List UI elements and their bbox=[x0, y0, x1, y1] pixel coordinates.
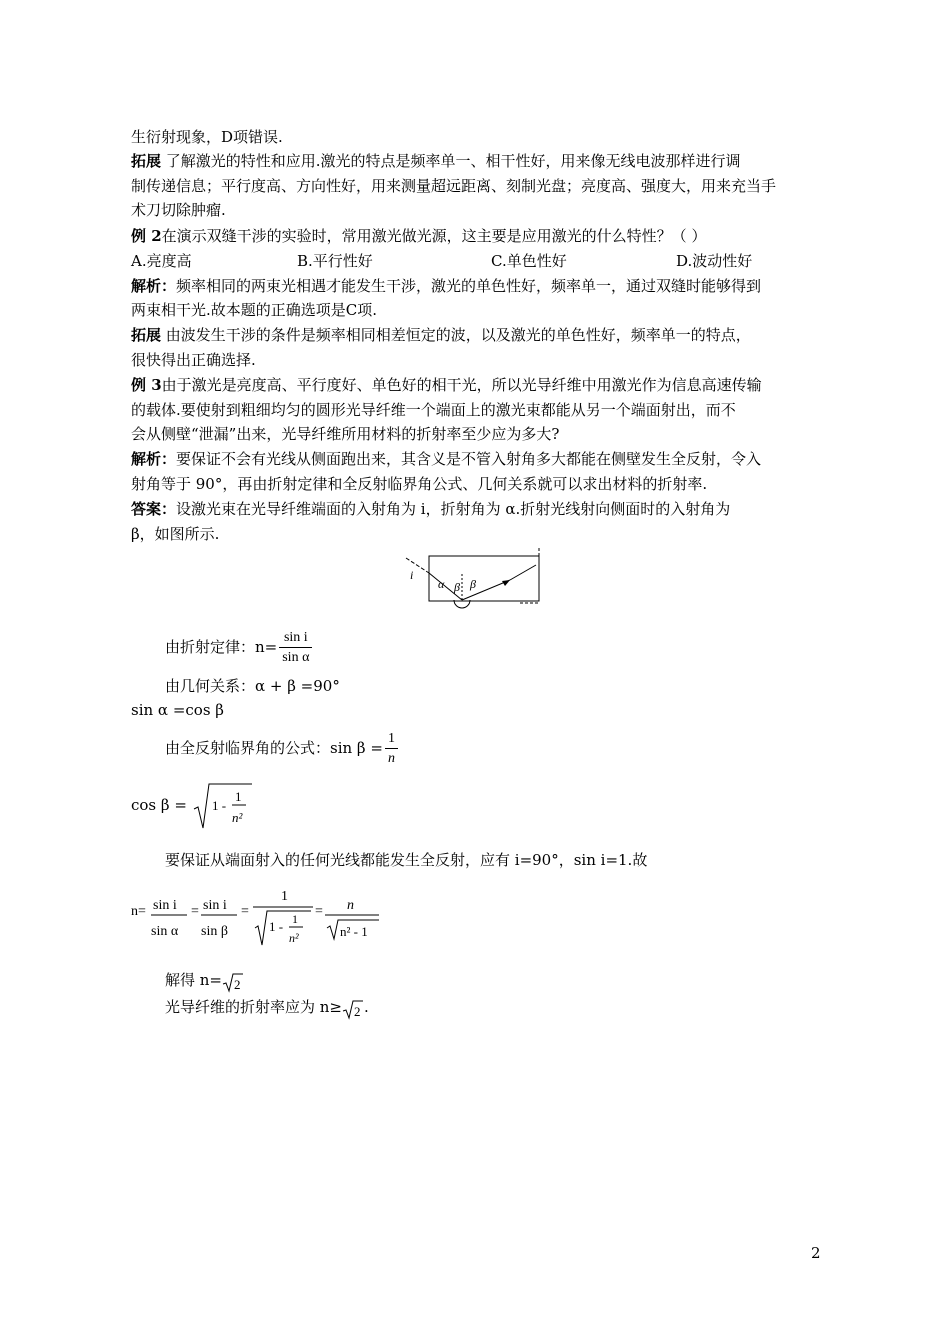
text: 要保证从端面射入的任何光线都能发生全反射，应有 i=90°，sin i=1.故 bbox=[165, 851, 648, 869]
text: 很快得出正确选择. bbox=[131, 351, 256, 369]
text: 了解激光的特性和应用.激光的特点是频率单一、相干性好，用来像无线电波那样进行调 bbox=[161, 152, 741, 170]
n-equals: n= bbox=[131, 904, 146, 919]
text: 会从侧壁“泄漏”出来，光导纤维所用材料的折射率至少应为多大? bbox=[131, 425, 560, 443]
sqrt-2 bbox=[342, 996, 364, 1020]
option-d: D.波动性好 bbox=[676, 252, 753, 270]
text: 由于激光是亮度高、平行度好、单色好的相干光，所以光导纤维中用激光作为信息高速传输 bbox=[161, 376, 762, 394]
text: 在演示双缝干涉的实验时，常用激光做光源，这主要是应用激光的什么特性？（ ） bbox=[161, 227, 707, 245]
option-c: C.单色性好 bbox=[491, 252, 567, 270]
answer-label: 答案： bbox=[131, 500, 177, 518]
option-b: B.平行性好 bbox=[297, 252, 373, 270]
denominator: sin α bbox=[151, 924, 179, 939]
numerator: sin i bbox=[153, 898, 177, 913]
denominator: sin α bbox=[282, 649, 310, 665]
extension-label: 拓展 bbox=[131, 326, 162, 344]
text-line bbox=[131, 398, 736, 422]
critical-angle-formula bbox=[165, 725, 400, 771]
refractive-index-derivation bbox=[131, 882, 391, 948]
denominator: n bbox=[387, 750, 395, 766]
extension-paragraph-2 bbox=[131, 323, 751, 347]
solution-line bbox=[165, 968, 244, 993]
numerator: sin i bbox=[203, 898, 227, 913]
radical-sign bbox=[192, 781, 254, 831]
fraction bbox=[279, 629, 312, 668]
one-minus: 1 - bbox=[211, 798, 226, 814]
cos-beta-formula bbox=[131, 780, 254, 831]
text: 制传递信息；平行度高、方向性好，用来测量超远距离、刻制光盘；亮度高、强度大，用来充当手 bbox=[131, 177, 777, 195]
equals: = bbox=[315, 904, 323, 919]
conclusion-line bbox=[165, 995, 369, 1020]
ray-arrowhead bbox=[502, 580, 510, 586]
text: 由几何关系：α + β =90° bbox=[165, 677, 340, 695]
analysis-label: 解析： bbox=[131, 450, 177, 468]
radical-sign bbox=[342, 998, 364, 1020]
radicand: n² - 1 bbox=[340, 924, 368, 939]
radicand: 2 bbox=[234, 976, 241, 992]
text-line bbox=[131, 125, 283, 149]
geometry-relation bbox=[165, 674, 340, 698]
denominator: n² bbox=[231, 810, 243, 826]
one-minus: 1 - bbox=[269, 919, 284, 934]
answer bbox=[131, 497, 730, 521]
text: 两束相干光.故本题的正确选项是C项. bbox=[131, 301, 378, 319]
page-number: 2 bbox=[811, 1244, 821, 1262]
example-label: 例 2 bbox=[131, 227, 162, 245]
numerator: 1 bbox=[234, 789, 242, 805]
equals: = bbox=[241, 904, 249, 919]
text-line bbox=[131, 522, 219, 546]
text: 光导纤维的折射率应为 n≥ bbox=[165, 998, 342, 1016]
label-i: i bbox=[410, 568, 414, 582]
numerator: sin i bbox=[279, 629, 312, 648]
text: sin α =cos β bbox=[131, 701, 224, 719]
analysis-3 bbox=[131, 447, 761, 471]
numerator: n bbox=[347, 898, 354, 913]
sin-cos-relation bbox=[131, 698, 224, 722]
fraction bbox=[385, 730, 398, 769]
label-beta: β bbox=[470, 577, 476, 591]
text: 设激光束在光导纤维端面的入射角为 i，折射角为 α.折射光线射向侧面时的入射角为 bbox=[176, 500, 731, 518]
label-alpha: α bbox=[438, 577, 445, 591]
text-line bbox=[131, 472, 707, 496]
text-line bbox=[131, 422, 559, 446]
numerator: 1 bbox=[281, 889, 288, 904]
label-beta: β bbox=[454, 580, 460, 594]
text: 要保证不会有光线从侧面跑出来，其含义是不管入射角多大都能在侧壁发生全反射，令入 bbox=[176, 450, 762, 468]
text-line bbox=[131, 348, 256, 372]
radical-sign bbox=[222, 971, 244, 993]
text: β，如图所示. bbox=[131, 525, 220, 543]
text: 由波发生干涉的条件是频率相同相差恒定的波，以及激光的单色性好，频率单一的特点， bbox=[161, 326, 751, 344]
ray-continuation bbox=[510, 565, 536, 580]
text: 频率相同的两束光相遇才能发生干涉，激光的单色性好，频率单一，通过双缝时能够得到 bbox=[176, 277, 762, 295]
sqrt-expression bbox=[192, 781, 254, 832]
example-3-question bbox=[131, 373, 762, 397]
text: . bbox=[364, 998, 369, 1016]
sqrt-2 bbox=[222, 969, 244, 993]
analysis-label: 解析： bbox=[131, 277, 177, 295]
extension-label: 拓展 bbox=[131, 152, 162, 170]
fiber-rectangle bbox=[429, 556, 539, 601]
numerator: 1 bbox=[292, 912, 298, 926]
text: 射角等于 90°，再由折射定律和全反射临界角公式、几何关系就可以求出材料的折射率. bbox=[131, 475, 708, 493]
example-label: 例 3 bbox=[131, 376, 162, 394]
text: 解得 n= bbox=[165, 971, 222, 989]
example-2-question bbox=[131, 224, 706, 248]
total-reflection-condition bbox=[165, 848, 647, 872]
refraction-law bbox=[165, 624, 314, 670]
text: 术刀切除肿瘤. bbox=[131, 201, 226, 219]
text: 由全反射临界角的公式：sin β = bbox=[165, 739, 383, 757]
text: cos β = bbox=[131, 796, 187, 814]
optical-fiber-diagram bbox=[398, 546, 548, 610]
analysis-2 bbox=[131, 274, 761, 298]
option-a: A.亮度高 bbox=[131, 252, 192, 270]
text: 由折射定律：n= bbox=[165, 638, 278, 656]
text-line bbox=[131, 174, 776, 198]
text: 的载体.要使射到粗细均匀的圆形光导纤维一个端面上的激光束都能从另一个端面射出，而不 bbox=[131, 401, 736, 419]
equals: = bbox=[191, 904, 199, 919]
denominator: n² bbox=[289, 931, 299, 945]
radicand: 2 bbox=[354, 1003, 361, 1019]
extension-paragraph bbox=[131, 149, 741, 173]
text-line bbox=[131, 298, 377, 322]
formula-chain bbox=[131, 882, 391, 948]
text: 生衍射现象，D项错误. bbox=[131, 128, 283, 146]
denominator: sin β bbox=[201, 924, 228, 939]
numerator: 1 bbox=[385, 730, 398, 749]
text-line bbox=[131, 198, 226, 222]
